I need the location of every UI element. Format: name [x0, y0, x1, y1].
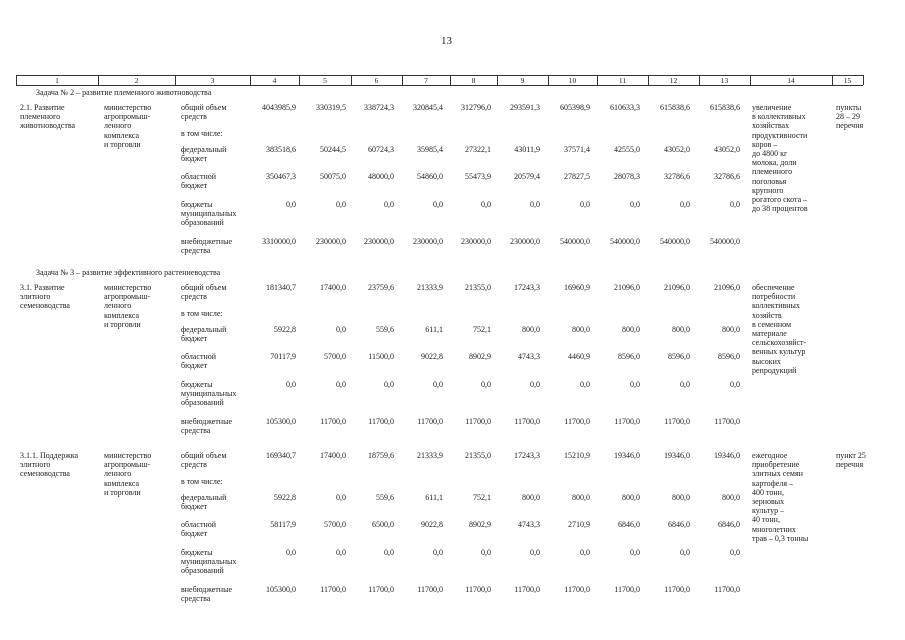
expected-result-line: увеличение [752, 103, 792, 112]
funding-source-line: муниципальных [181, 389, 237, 399]
funding-value: 0,0 [481, 380, 491, 389]
funding-value: 16960,9 [564, 283, 590, 292]
funding-source [181, 585, 232, 603]
funding-value: 50244,5 [320, 145, 346, 154]
expected-result-line: трав – 0,3 тонны [752, 533, 809, 543]
funding-source-line: образований [181, 566, 224, 576]
header-cell: 10 [568, 76, 577, 85]
funding-value: 3310000,0 [262, 237, 296, 246]
funding-source-line: средства [181, 594, 211, 604]
funding-source-line: бюджеты [181, 380, 213, 389]
header-cell: 8 [471, 76, 476, 85]
funding-source-line: образований [181, 398, 224, 408]
funding-value: 752,1 [473, 325, 491, 334]
funding-value: 58117,9 [270, 520, 296, 529]
funding-source-line: средств [181, 292, 207, 302]
funding-value: 11700,0 [514, 417, 540, 426]
funding-value: 800,0 [722, 325, 740, 334]
funding-value: 0,0 [580, 380, 590, 389]
funding-value: 0,0 [336, 200, 346, 209]
list-reference-line: перечня [836, 460, 864, 470]
funding-value: 312796,0 [461, 103, 491, 112]
funding-value: 0,0 [680, 200, 690, 209]
funding-value: 4743,3 [518, 520, 540, 529]
funding-value: 11700,0 [664, 585, 690, 594]
activity-name-line: 3.1.1. Поддержка [20, 451, 79, 460]
activity-name-line: семеноводства [20, 469, 70, 479]
funding-value: 230000,0 [461, 237, 491, 246]
activity-name [20, 451, 78, 479]
funding-source-line: образований [181, 218, 224, 228]
funding-value: 8596,0 [718, 352, 740, 361]
funding-source [181, 520, 216, 538]
header-divider [863, 75, 864, 85]
funding-value: 559,6 [376, 325, 394, 334]
task-heading: Задача № 2 – развитие племенного животноводства [36, 88, 212, 97]
funding-value: 0,0 [580, 200, 590, 209]
header-cell: 13 [720, 76, 729, 85]
funding-source-line: в том числе: [181, 477, 223, 486]
header-cell: 5 [323, 76, 327, 85]
funding-value: 0,0 [286, 200, 296, 209]
activity-name-line: животноводства [20, 121, 76, 131]
funding-value: 615838,6 [660, 103, 690, 112]
funding-value: 15210,9 [564, 451, 590, 460]
funding-value: 8596,0 [668, 352, 690, 361]
executor-line: ленного [104, 121, 132, 131]
funding-value: 35985,4 [417, 145, 443, 154]
funding-value: 37571,4 [564, 145, 590, 154]
funding-value: 50075,0 [320, 172, 346, 181]
funding-source [181, 283, 226, 301]
activity-name [20, 103, 75, 131]
expected-result-line: ежегодное [752, 451, 788, 460]
funding-value: 0,0 [336, 325, 346, 334]
funding-value: 0,0 [530, 380, 540, 389]
funding-value: 17400,0 [320, 451, 346, 460]
funding-value: 9022,8 [421, 352, 443, 361]
funding-value: 0,0 [384, 548, 394, 557]
funding-value: 320845,4 [413, 103, 443, 112]
executor-line: министерство [104, 103, 152, 112]
list-reference [836, 451, 866, 469]
funding-value: 43052,0 [714, 145, 740, 154]
funding-value: 11700,0 [564, 585, 590, 594]
expected-result-line: до 38 процентов [752, 204, 808, 214]
page-number: 13 [441, 35, 452, 47]
funding-source-line: бюджет [181, 154, 208, 164]
executor [104, 103, 151, 149]
executor-line: и торговли [104, 487, 141, 497]
activity-name-line: семеноводства [20, 301, 70, 311]
funding-source-line: внебюджетные [181, 585, 232, 594]
funding-value: 11700,0 [465, 417, 491, 426]
funding-value: 11700,0 [614, 417, 640, 426]
funding-value: 0,0 [286, 380, 296, 389]
funding-value: 60724,3 [368, 145, 394, 154]
funding-source-line: в том числе: [181, 309, 223, 318]
header-cell: 1 [55, 76, 59, 85]
funding-value: 11700,0 [320, 585, 346, 594]
header-cell: 2 [134, 76, 139, 85]
funding-value: 11700,0 [564, 417, 590, 426]
executor-line: комплекса [104, 130, 140, 140]
funding-value: 11700,0 [714, 585, 740, 594]
funding-value: 105300,0 [266, 585, 296, 594]
expected-result-line: хозяйствах [752, 121, 790, 131]
funding-value: 21355,0 [465, 451, 491, 460]
funding-value: 11700,0 [368, 585, 394, 594]
funding-value: 17243,3 [514, 451, 540, 460]
funding-value: 0,0 [530, 200, 540, 209]
expected-result [752, 451, 808, 543]
funding-value: 0,0 [481, 548, 491, 557]
funding-source-line: средства [181, 246, 211, 256]
funding-value: 11700,0 [417, 585, 443, 594]
funding-value: 350467,3 [266, 172, 296, 181]
funding-source [181, 417, 232, 435]
funding-value: 9022,8 [421, 520, 443, 529]
funding-source-line: муниципальных [181, 209, 237, 219]
executor-line: агропромыш- [104, 112, 151, 122]
funding-value: 0,0 [384, 200, 394, 209]
activity-name-line: 3.1. Развитие [20, 283, 65, 292]
funding-value: 800,0 [572, 325, 590, 334]
funding-value: 0,0 [580, 548, 590, 557]
funding-value: 4043985,9 [262, 103, 296, 112]
funding-value: 11700,0 [368, 417, 394, 426]
expected-result-line: коллективных [752, 301, 800, 311]
expected-result-line: картофеля – [752, 478, 794, 488]
executor-line: ленного [104, 469, 132, 479]
expected-result-line: культур – [752, 506, 785, 516]
list-reference-line: перечня [836, 121, 864, 131]
funding-source [181, 129, 223, 138]
funding-value: 540000,0 [610, 237, 640, 246]
funding-source-line: внебюджетные [181, 417, 232, 426]
funding-value: 800,0 [672, 493, 690, 502]
funding-source [181, 548, 236, 576]
expected-result-line: коров – [752, 139, 778, 149]
funding-value: 0,0 [433, 548, 443, 557]
expected-result [752, 283, 806, 375]
header-cell: 12 [669, 76, 678, 85]
funding-source-line: бюджет [181, 361, 208, 371]
activity-name-line: элитного [20, 292, 51, 302]
funding-value: 0,0 [384, 380, 394, 389]
expected-result-line: до 4800 кг [752, 149, 788, 159]
expected-result-line: зерновых [752, 497, 785, 507]
funding-value: 383518,6 [266, 145, 296, 154]
funding-value: 0,0 [730, 200, 740, 209]
expected-result-line: поголовья [752, 176, 787, 186]
funding-value: 11700,0 [417, 417, 443, 426]
funding-value: 611,1 [425, 493, 443, 502]
activity-name-line: элитного [20, 460, 51, 470]
funding-value: 752,1 [473, 493, 491, 502]
funding-source-line: областной [181, 520, 217, 529]
expected-result-line: материале [752, 329, 787, 339]
funding-source [181, 103, 226, 121]
expected-result-line: многолетних [752, 524, 796, 534]
funding-value: 17243,3 [514, 283, 540, 292]
expected-result-line: высоких [752, 356, 781, 366]
funding-value: 338724,3 [364, 103, 394, 112]
funding-value: 0,0 [286, 548, 296, 557]
funding-value: 20579,4 [514, 172, 540, 181]
funding-source-line: бюджет [181, 529, 208, 539]
funding-source-line: средства [181, 426, 211, 436]
funding-value: 559,6 [376, 493, 394, 502]
funding-source-line: муниципальных [181, 557, 237, 567]
funding-value: 4460,9 [568, 352, 590, 361]
expected-result-line: 400 тонн, [752, 487, 784, 497]
funding-value: 8902,9 [469, 352, 491, 361]
header-cell: 15 [843, 76, 852, 85]
expected-result-line: крупного [752, 185, 784, 195]
funding-value: 70117,9 [270, 352, 296, 361]
executor-line: и торговли [104, 139, 141, 149]
expected-result-line: обеспечение [752, 283, 795, 292]
funding-source [181, 325, 226, 343]
funding-value: 19346,0 [714, 451, 740, 460]
funding-value: 43052,0 [664, 145, 690, 154]
funding-value: 0,0 [336, 548, 346, 557]
funding-value: 0,0 [730, 548, 740, 557]
funding-value: 230000,0 [364, 237, 394, 246]
list-reference-line: пункты [836, 103, 862, 112]
expected-result-line: хозяйств [752, 310, 782, 320]
funding-source-line: бюджет [181, 334, 208, 344]
header-cell: 9 [520, 76, 525, 85]
expected-result-line: племенного [752, 167, 793, 177]
funding-source-line: областной [181, 352, 217, 361]
funding-source-line: общий объем [181, 451, 227, 460]
funding-value: 0,0 [433, 380, 443, 389]
expected-result-line: в семенном [752, 319, 792, 329]
expected-result-line: молока, доли [752, 158, 797, 168]
funding-value: 611,1 [425, 325, 443, 334]
funding-value: 6846,0 [668, 520, 690, 529]
expected-result-line: потребности [752, 292, 796, 302]
funding-value: 230000,0 [510, 237, 540, 246]
funding-value: 5700,0 [324, 352, 346, 361]
funding-source [181, 237, 232, 255]
funding-value: 5922,8 [274, 325, 296, 334]
funding-value: 55473,9 [465, 172, 491, 181]
funding-source [181, 352, 216, 370]
funding-value: 0,0 [630, 548, 640, 557]
funding-value: 8596,0 [618, 352, 640, 361]
funding-value: 19346,0 [614, 451, 640, 460]
funding-value: 169340,7 [266, 451, 296, 460]
expected-result-line: рогатого скота – [752, 195, 808, 205]
funding-source [181, 172, 216, 190]
funding-value: 27827,5 [564, 172, 590, 181]
funding-value: 0,0 [630, 200, 640, 209]
header-cell: 11 [618, 76, 627, 85]
funding-value: 0,0 [481, 200, 491, 209]
funding-value: 48000,0 [368, 172, 394, 181]
funding-source-line: общий объем [181, 283, 227, 292]
funding-value: 0,0 [530, 548, 540, 557]
executor [104, 283, 151, 329]
funding-value: 32786,6 [714, 172, 740, 181]
funding-value: 293591,3 [510, 103, 540, 112]
funding-value: 800,0 [572, 493, 590, 502]
funding-value: 27322,1 [465, 145, 491, 154]
funding-value: 800,0 [672, 325, 690, 334]
funding-value: 0,0 [433, 200, 443, 209]
activity-name [20, 283, 70, 311]
funding-value: 800,0 [522, 325, 540, 334]
funding-value: 21333,9 [417, 283, 443, 292]
funding-value: 5922,8 [274, 493, 296, 502]
funding-value: 21096,0 [614, 283, 640, 292]
funding-source [181, 451, 226, 469]
expected-result-line: 40 тонн, [752, 515, 780, 525]
funding-source [181, 309, 223, 318]
executor-line: и торговли [104, 319, 141, 329]
expected-result-line: элитных семян [752, 469, 803, 479]
funding-value: 43011,9 [514, 145, 540, 154]
list-reference [836, 103, 863, 131]
funding-value: 230000,0 [413, 237, 443, 246]
funding-source-line: областной [181, 172, 217, 181]
funding-source-line: средств [181, 112, 207, 122]
funding-value: 330319,5 [316, 103, 346, 112]
funding-source-line: бюджет [181, 502, 208, 512]
funding-source [181, 200, 236, 228]
funding-source-line: внебюджетные [181, 237, 232, 246]
funding-value: 615838,6 [710, 103, 740, 112]
expected-result [752, 103, 808, 213]
funding-value: 11700,0 [465, 585, 491, 594]
funding-value: 0,0 [730, 380, 740, 389]
funding-value: 6846,0 [718, 520, 740, 529]
funding-value: 0,0 [336, 493, 346, 502]
funding-value: 105300,0 [266, 417, 296, 426]
funding-value: 0,0 [680, 380, 690, 389]
funding-value: 54860,0 [417, 172, 443, 181]
executor-line: комплекса [104, 478, 140, 488]
funding-value: 0,0 [630, 380, 640, 389]
funding-source-line: в том числе: [181, 129, 223, 138]
funding-value: 21333,9 [417, 451, 443, 460]
funding-value: 4743,3 [518, 352, 540, 361]
funding-value: 8902,9 [469, 520, 491, 529]
funding-source-line: федеральный [181, 325, 227, 334]
funding-value: 19346,0 [664, 451, 690, 460]
funding-value: 21096,0 [714, 283, 740, 292]
expected-result-line: продуктивности [752, 130, 808, 140]
funding-source-line: средств [181, 460, 207, 470]
funding-value: 11700,0 [514, 585, 540, 594]
funding-value: 23759,6 [368, 283, 394, 292]
activity-name-line: 2.1. Развитие [20, 103, 65, 112]
funding-source-line: федеральный [181, 493, 227, 502]
funding-value: 800,0 [622, 493, 640, 502]
funding-value: 540000,0 [660, 237, 690, 246]
funding-value: 21355,0 [465, 283, 491, 292]
funding-value: 28078,3 [614, 172, 640, 181]
funding-value: 11700,0 [614, 585, 640, 594]
funding-source-line: общий объем [181, 103, 227, 112]
funding-value: 17400,0 [320, 283, 346, 292]
funding-value: 11700,0 [664, 417, 690, 426]
expected-result-line: приобретение [752, 460, 800, 470]
executor-line: ленного [104, 301, 132, 311]
header-cell: 4 [272, 76, 277, 85]
header-cell: 3 [210, 76, 215, 85]
funding-value: 32786,6 [664, 172, 690, 181]
executor-line: министерство [104, 451, 152, 460]
header-cell: 7 [424, 76, 428, 85]
funding-source-line: бюджеты [181, 200, 213, 209]
funding-value: 11700,0 [714, 417, 740, 426]
funding-value: 230000,0 [316, 237, 346, 246]
expected-result-line: в коллективных [752, 112, 806, 122]
list-reference-line: пункт 25 [836, 451, 866, 460]
funding-value: 800,0 [622, 325, 640, 334]
funding-value: 540000,0 [710, 237, 740, 246]
expected-result-line: венных культур [752, 347, 806, 357]
funding-value: 181340,7 [266, 283, 296, 292]
funding-value: 540000,0 [560, 237, 590, 246]
funding-value: 6500,0 [372, 520, 394, 529]
funding-value: 42555,0 [614, 145, 640, 154]
funding-value: 605398,9 [560, 103, 590, 112]
funding-value: 0,0 [680, 548, 690, 557]
funding-source [181, 145, 226, 163]
expected-result-line: репродукций [752, 365, 797, 375]
executor-line: агропромыш- [104, 460, 151, 470]
funding-value: 800,0 [522, 493, 540, 502]
header-cell: 6 [374, 76, 379, 85]
funding-source-line: федеральный [181, 145, 227, 154]
funding-source-line: бюджеты [181, 548, 213, 557]
executor-line: агропромыш- [104, 292, 151, 302]
expected-result-line: сельскохозяйст- [752, 338, 807, 348]
funding-value: 6846,0 [618, 520, 640, 529]
funding-value: 610633,3 [610, 103, 640, 112]
funding-source [181, 477, 223, 486]
funding-value: 800,0 [722, 493, 740, 502]
task-heading: Задача № 3 – развитие эффективного растениеводства [36, 268, 221, 277]
list-reference-line: 28 – 29 [836, 112, 860, 122]
funding-source [181, 493, 226, 511]
header-cell: 14 [787, 76, 795, 85]
executor [104, 451, 151, 497]
funding-value: 21096,0 [664, 283, 690, 292]
executor-line: министерство [104, 283, 152, 292]
activity-name-line: племенного [20, 112, 61, 122]
funding-value: 5700,0 [324, 520, 346, 529]
funding-value: 0,0 [336, 380, 346, 389]
funding-value: 11700,0 [320, 417, 346, 426]
funding-source [181, 380, 236, 408]
funding-value: 11500,0 [368, 352, 394, 361]
funding-source-line: бюджет [181, 181, 208, 191]
funding-value: 2710,9 [568, 520, 590, 529]
funding-value: 18759,6 [368, 451, 394, 460]
executor-line: комплекса [104, 310, 140, 320]
